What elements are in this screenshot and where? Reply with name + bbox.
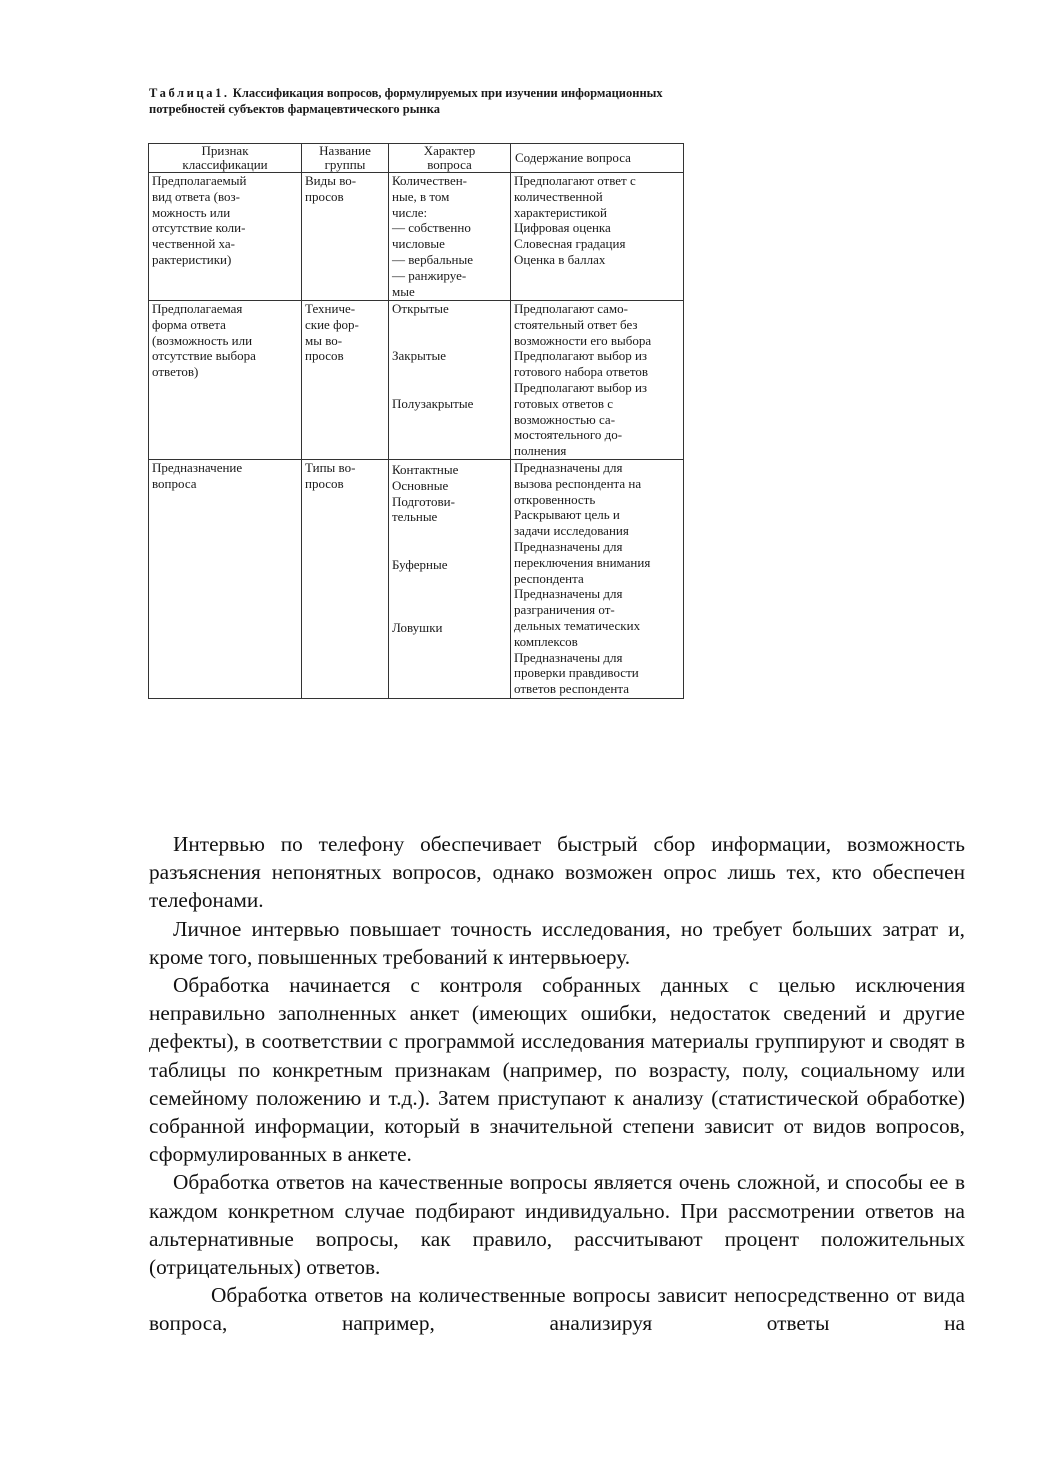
- table-cell: [302, 301, 389, 460]
- cell-line: стоятельный ответ без: [514, 316, 638, 332]
- cell-line: — вербальные: [392, 251, 473, 267]
- cell-line: вызова респондента на: [514, 475, 642, 491]
- cell-line: Закрытые: [392, 348, 447, 364]
- cell-line: Предполагаемый: [152, 173, 247, 188]
- table-row: [149, 460, 684, 699]
- table-cell: [149, 173, 302, 301]
- cell-line: Предназначены для: [514, 586, 623, 602]
- cell-line: Словесная градация: [514, 236, 626, 252]
- table-caption: [149, 85, 689, 117]
- cell-line: комплексов: [514, 633, 578, 649]
- cell-line: тельные: [392, 509, 438, 525]
- table-cell: [149, 301, 302, 460]
- table-cell: [511, 460, 684, 699]
- cell-line: Типы во-: [305, 460, 356, 475]
- cell-line: разграничения от-: [514, 602, 615, 618]
- header-cell: Содержание вопроса: [511, 144, 684, 173]
- cell-line: вопроса: [152, 475, 197, 491]
- cell-line: ские фор-: [305, 316, 359, 332]
- header-cell: Характер вопроса: [389, 144, 511, 173]
- cell-line: чественной ха-: [152, 236, 235, 252]
- cell-line: Цифровая оценка: [514, 220, 611, 236]
- cell-line: просов: [305, 348, 344, 364]
- cell-line: рактеристики): [152, 251, 232, 267]
- cell-line: форма ответа: [152, 316, 226, 332]
- table-cell: [511, 173, 684, 301]
- cell-line: возможности его выбора: [514, 332, 652, 348]
- cell-line: Виды во-: [305, 173, 357, 188]
- cell-line: вид ответа (воз-: [152, 188, 241, 204]
- cell-line: просов: [305, 475, 344, 491]
- cell-line: проверки правдивости: [514, 665, 639, 681]
- cell-line: Предполагают выбор из: [514, 348, 648, 364]
- cell-line: Предполагаемая: [152, 301, 243, 316]
- cell-line: Основные: [392, 477, 449, 493]
- table-header-row: [149, 144, 684, 173]
- table-cell: [389, 301, 511, 460]
- cell-line: готовых ответов с: [514, 395, 613, 411]
- table-cell: [302, 460, 389, 699]
- cell-line: ответов респондента: [514, 681, 629, 697]
- cell-line: ные, в том: [392, 188, 450, 204]
- cell-line: Предназначены для: [514, 649, 623, 665]
- cell-line: числовые: [392, 236, 445, 252]
- cell-line: респондента: [514, 570, 584, 586]
- table-cell: [149, 460, 302, 699]
- paragraph: Обработка начинается с контроля собранных данных с целью исключения неправильно заполненных анкет (имеющих ошибки, недостаток сведений и другие дефекты), в соответствии с программой исследования материалы группируют и сводят в таблицы по конкретным признакам (например, по возрасту, полу, социальному или семейному положению и т.д.). Затем приступают к анализу (статистической обработке) собранной информации, который в значительной степени зависит от видов вопросов, сформулированных в анкете.: [149, 973, 965, 1167]
- cell-line: Раскрывают цель и: [514, 507, 620, 523]
- table-cell: [511, 301, 684, 460]
- paragraph: Обработка ответов на качественные вопросы является очень сложной, и способы ее в каждом конкретном случае подбирают индивидуально. При рассмотрении ответов на альтернативные вопросы, как правило, рассчитывают процент положительных (отрицательных) ответов.: [149, 1170, 965, 1280]
- cell-line: Предполагают выбор из: [514, 379, 648, 395]
- cell-line: отсутствие выбора: [152, 348, 256, 364]
- cell-line: мостоятельного до-: [514, 427, 623, 443]
- cell-line: просов: [305, 188, 344, 204]
- cell-line: задачи исследования: [514, 523, 629, 539]
- cell-line: возможностью са-: [514, 411, 616, 427]
- cell-line: Техниче-: [305, 301, 356, 316]
- paragraph: Личное интервью повышает точность исследования, но требует больших затрат и, кроме того, повышенных требований к интервьюеру.: [149, 916, 965, 969]
- cell-line: полнения: [514, 443, 567, 459]
- table-cell: [302, 173, 389, 301]
- cell-line: Количествен-: [392, 173, 467, 188]
- cell-line: числе:: [392, 204, 428, 220]
- cell-line: — ранжируе-: [392, 267, 467, 283]
- cell-line: — собственно: [392, 220, 471, 236]
- cell-line: мые: [392, 283, 415, 299]
- cell-line: количественной: [514, 188, 603, 204]
- cell-line: ответов): [152, 364, 199, 380]
- body-text: [149, 830, 965, 1338]
- cell-line: отсутствие коли-: [152, 220, 246, 236]
- paragraph: Обработка ответов на количественные вопросы зависит непосредственно от вида вопроса, например, анализируя ответы на: [149, 1283, 965, 1336]
- cell-line: мы во-: [305, 332, 343, 348]
- table-caption-label: Таблица1.: [149, 86, 230, 100]
- cell-line: Открытые: [392, 301, 449, 316]
- table-row: [149, 173, 684, 301]
- cell-line: Предназначены для: [514, 460, 623, 475]
- cell-line: Подготови-: [392, 493, 455, 509]
- cell-line: Полузакрытые: [392, 395, 474, 411]
- header-cell: Признак классификации: [149, 144, 302, 173]
- cell-line: Буферные: [392, 556, 448, 572]
- table-caption-text: Классификация вопросов, формулируемых при изучении информационных потребностей субъектов фармацевтического рынка: [149, 86, 663, 116]
- cell-line: Предполагают само-: [514, 301, 628, 316]
- cell-line: переключения внимания: [514, 554, 651, 570]
- table-cell: [389, 460, 511, 699]
- cell-line: Предназначены для: [514, 538, 623, 554]
- cell-line: можность или: [152, 204, 231, 220]
- table-row: [149, 301, 684, 460]
- cell-line: Ловушки: [392, 619, 443, 635]
- cell-line: Предполагают ответ с: [514, 173, 636, 188]
- header-cell: Название группы: [302, 144, 389, 173]
- cell-line: дельных тематических: [514, 617, 641, 633]
- table-cell: [389, 173, 511, 301]
- cell-line: готового набора ответов: [514, 364, 649, 380]
- cell-line: характеристикой: [514, 204, 607, 220]
- cell-line: Контактные: [392, 462, 459, 477]
- cell-line: Оценка в баллах: [514, 251, 606, 267]
- cell-line: откровенность: [514, 491, 596, 507]
- cell-line: (возможность или: [152, 332, 253, 348]
- classification-table: [148, 143, 684, 699]
- cell-line: Предназначение: [152, 460, 243, 475]
- paragraph: Интервью по телефону обеспечивает быстрый сбор информации, возможность разъяснения непонятных вопросов, однако возможен опрос лишь тех, кто обеспечен телефонами.: [149, 832, 965, 913]
